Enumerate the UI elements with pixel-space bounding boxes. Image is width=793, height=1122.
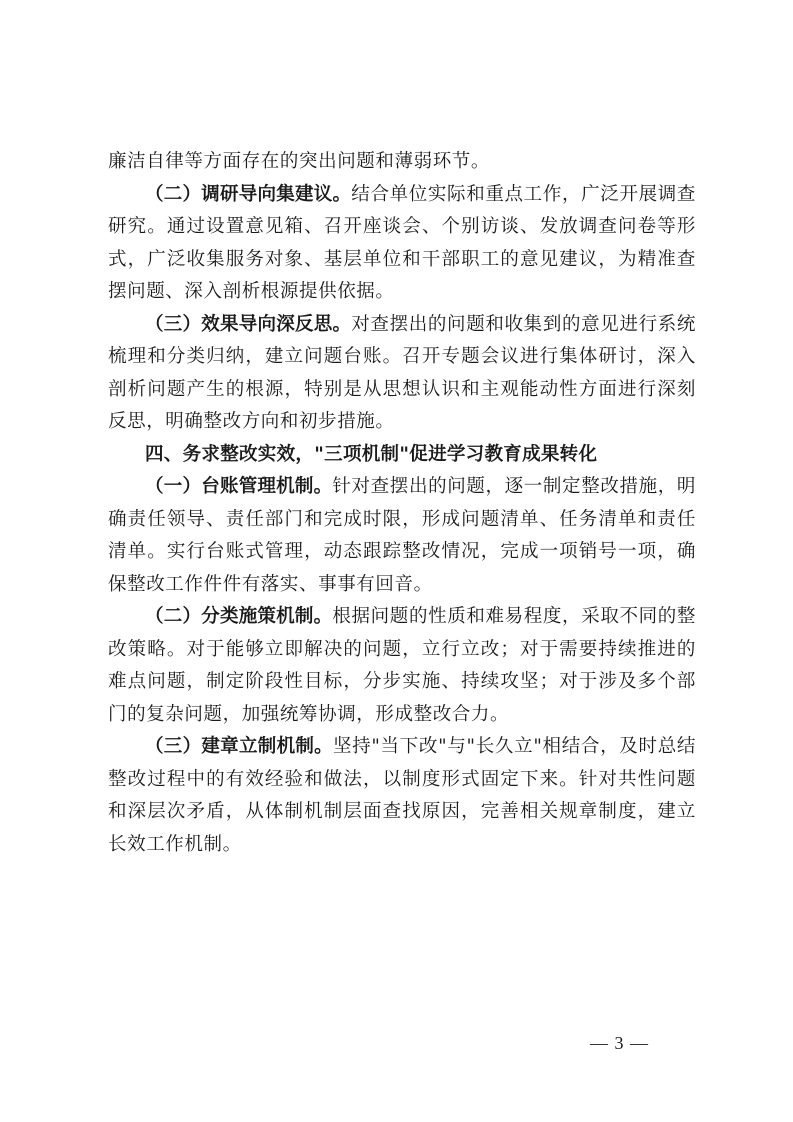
paragraph-deep-reflection — [108, 309, 696, 439]
paragraph-lead: （二）调研导向集建议。 — [145, 183, 352, 205]
page-number: — 3 — — [590, 1033, 649, 1053]
paragraph-classified-mechanism — [108, 601, 696, 731]
paragraph-text: 结合单位实际和重点工作，广泛开展调查研究。通过设置意见箱、召开座谈会、个别访谈、发放调查问卷等形式，广泛收集服务对象、基层单位和干部职工的意见建议，为精准查摆问题、深入剖析根源提供依据。 — [108, 183, 696, 302]
paragraph-ledger-mechanism — [108, 471, 696, 601]
paragraph-lead: （二）分类施策机制。 — [145, 606, 333, 627]
document-body — [108, 146, 696, 861]
paragraph-continuation — [108, 146, 696, 179]
paragraph-text: 针对查摆出的问题，逐一制定整改措施，明确责任领导、责任部门和完成时限，形成问题清单、任务清单和责任清单。实行台账式管理，动态跟踪整改情况，完成一项销号一项，确保整改工作件件有落实、事事有回音。 — [108, 476, 696, 595]
paragraph-lead: （三）建章立制机制。 — [145, 736, 333, 757]
paragraph-research-suggestions — [108, 179, 696, 309]
paragraph-lead: （一）台账管理机制。 — [145, 476, 333, 497]
paragraph-text: 廉洁自律等方面存在的突出问题和薄弱环节。 — [108, 151, 491, 172]
section-heading-four: 四、务求整改实效，"三项机制"促进学习教育成果转化 — [145, 443, 598, 465]
paragraph-text: 根据问题的性质和难易程度，采取不同的整改策略。对于能够立即解决的问题，立行立改；对于需要持续推进的难点问题，制定阶段性目标，分步实施、持续攻坚；对于涉及多个部门的复杂问题，加强统筹协调，形成整改合力。 — [108, 606, 696, 725]
paragraph-institution-mechanism — [108, 731, 696, 861]
paragraph-text: 对查摆出的问题和收集到的意见进行系统梳理和分类归纳，建立问题台账。召开专题会议进行集体研讨，深入剖析问题产生的根源，特别是从思想认识和主观能动性方面进行深刻反思，明确整改方向和初步措施。 — [108, 313, 696, 432]
paragraph-lead: （三）效果导向深反思。 — [145, 313, 352, 335]
paragraph-text: 坚持"当下改"与"长久立"相结合，及时总结整改过程中的有效经验和做法，以制度形式固定下来。针对共性问题和深层次矛盾，从体制机制层面查找原因，完善相关规章制度，建立长效工作机制。 — [108, 736, 696, 855]
